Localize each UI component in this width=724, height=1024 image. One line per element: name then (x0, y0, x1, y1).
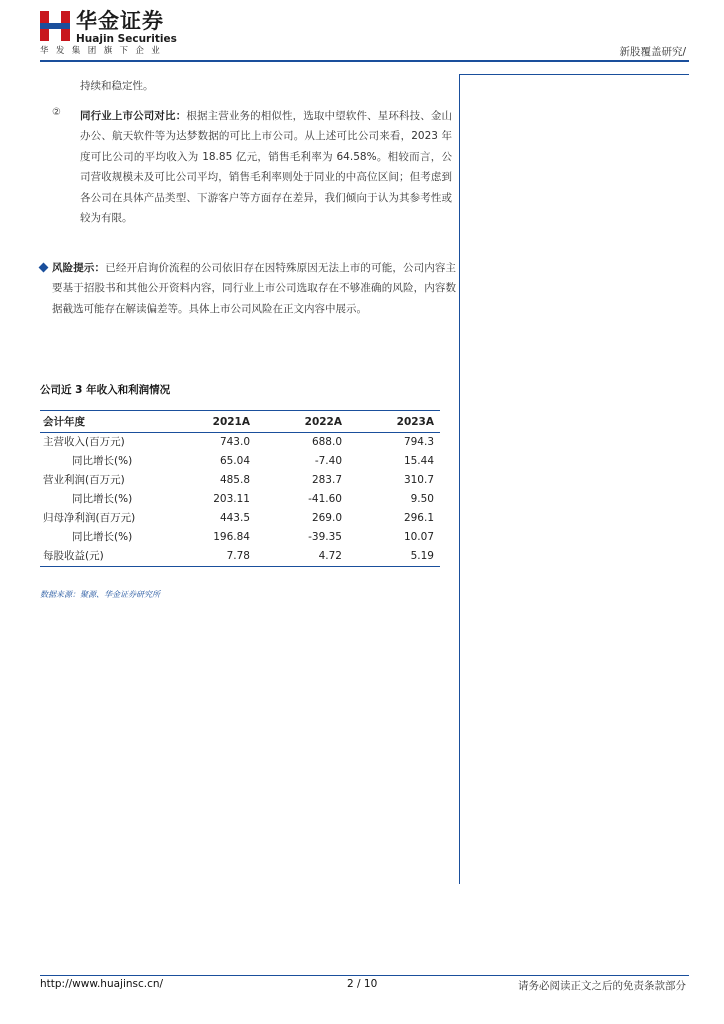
diamond-bullet-icon (39, 263, 49, 273)
brand-name-cn: 华金证券 (76, 9, 164, 33)
value-cell: 65.04 (219, 455, 250, 467)
peer-comparison-paragraph (80, 106, 452, 228)
table-row (40, 528, 440, 547)
brand-subtitle: 华发集团旗下企业 (40, 46, 168, 56)
table-row (40, 490, 440, 509)
table-title: 公司近 3 年收入和利润情况 (40, 384, 171, 396)
value-cell: 5.19 (348, 547, 440, 567)
value-cell: 203.11 (213, 493, 250, 505)
report-type: 新股覆盖研究/ (619, 46, 686, 58)
table-row (40, 471, 440, 490)
item-number: ② (52, 107, 61, 118)
value-cell: -7.40 (314, 455, 342, 467)
value-cell: 4.72 (256, 547, 348, 567)
value-cell: 296.1 (403, 512, 434, 524)
risk-text: 已经开启询价流程的公司依旧存在因特殊原因无法上市的可能，公司内容主要基于招股书和其他公开资料内容，同行业上市公司选取存在不够准确的风险，内容数据截选可能存在解读偏差等。具体上市公司风险在正文内容中展示。 (52, 262, 457, 315)
header-divider (40, 60, 689, 62)
table-row (40, 433, 440, 453)
table-row (40, 452, 440, 471)
brand-name-en: Huajin Securities (76, 33, 177, 45)
header-cell: 会计年度 (40, 411, 164, 433)
disclaimer-note: 请务必阅读正文之后的免责条款部分 (518, 980, 686, 992)
row-label: 主营收入(百万元) (43, 436, 125, 448)
table-row (40, 547, 440, 567)
row-label: 归母净利润(百万元) (43, 512, 136, 524)
peer-comparison-text: 根据主营业务的相似性，选取中望软件、星环科技、金山办公、航天软件等为达梦数据的可比上市公司。从上述可比公司来看，2023 年度可比公司的平均收入为 18.85 亿元，销售毛利率为 64.58%。相较而言，公司营收规模未及可比公司平均，销售毛利率则处于同业的中高位区间；但考虑到各公司在具体产品类型、下游客户等方面存在差异，我们倾向于认为其参考性或较为有限。 (80, 110, 453, 225)
table-header-row (40, 411, 440, 433)
value-cell: -39.35 (308, 531, 342, 543)
value-cell: 443.5 (219, 512, 250, 524)
value-cell: 10.07 (403, 531, 434, 543)
header-cell: 2022A (256, 411, 348, 433)
data-source: 数据来源：聚源、华金证券研究所 (40, 590, 160, 599)
value-cell: 15.44 (403, 455, 434, 467)
value-cell: 743.0 (219, 436, 250, 448)
risk-warning (52, 258, 456, 319)
value-cell: 794.3 (403, 436, 434, 448)
row-label: 同比增长(%) (72, 493, 133, 505)
header-cell: 2023A (348, 411, 440, 433)
value-cell: 269.0 (311, 512, 342, 524)
paragraph-continuation: 持续和稳定性。 (80, 80, 154, 92)
value-cell: 196.84 (213, 531, 250, 543)
sidebar-top-rule (459, 74, 689, 75)
footer-divider (40, 975, 689, 976)
value-cell: 7.78 (164, 547, 256, 567)
value-cell: 283.7 (311, 474, 342, 486)
value-cell: 688.0 (311, 436, 342, 448)
header-cell: 2021A (164, 411, 256, 433)
row-label: 同比增长(%) (72, 531, 133, 543)
row-label: 同比增长(%) (72, 455, 133, 467)
value-cell: -41.60 (308, 493, 342, 505)
sidebar-divider (459, 74, 460, 884)
logo-mark-icon (40, 11, 70, 41)
row-label: 营业利润(百万元) (43, 474, 125, 486)
peer-comparison-title: 同行业上市公司对比： (80, 110, 187, 122)
value-cell: 485.8 (219, 474, 250, 486)
table-row (40, 509, 440, 528)
website-link[interactable]: http://www.huajinsc.cn/ (40, 978, 164, 990)
row-label: 每股收益(元) (40, 547, 164, 567)
page-number: 2 / 10 (347, 978, 378, 990)
value-cell: 9.50 (410, 493, 434, 505)
financial-table (40, 410, 440, 567)
value-cell: 310.7 (403, 474, 434, 486)
risk-title: 风险提示： (52, 262, 106, 274)
